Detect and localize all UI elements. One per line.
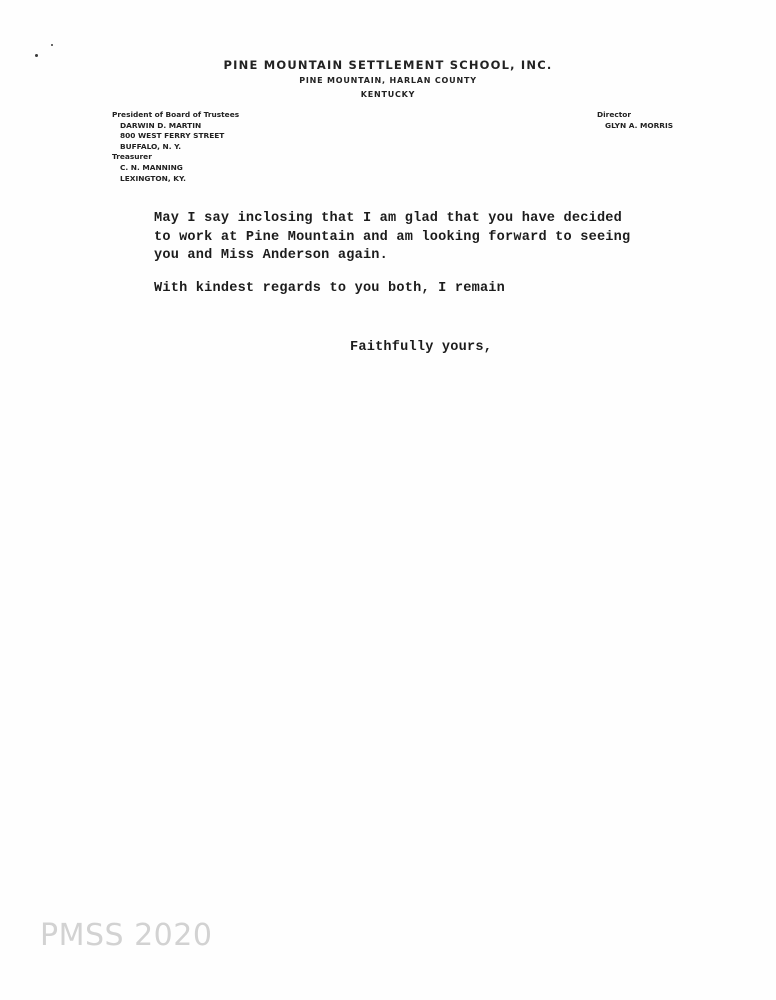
- organization-address: PINE MOUNTAIN, HARLAN COUNTY: [299, 76, 477, 85]
- organization-state: KENTUCKY: [360, 90, 416, 99]
- scan-speck: [51, 44, 53, 46]
- director-name: GLYN A. MORRIS: [605, 120, 674, 130]
- president-role: President of Board of Trustees: [112, 110, 240, 119]
- treasurer-city: LEXINGTON, KY.: [120, 173, 186, 183]
- officers-block: [112, 110, 239, 184]
- president-name: DARWIN D. MARTIN: [120, 120, 202, 130]
- president-street: 800 WEST FERRY STREET: [120, 131, 225, 141]
- director-role: Director: [597, 110, 631, 119]
- director-block: [597, 110, 673, 131]
- scan-speck: [35, 54, 38, 57]
- organization-name: PINE MOUNTAIN SETTLEMENT SCHOOL, INC.: [223, 58, 553, 72]
- president-city: BUFFALO, N. Y.: [120, 141, 182, 151]
- letter-body: [154, 210, 714, 312]
- letter-line: May I say inclosing that I am glad that you have decided: [154, 211, 623, 226]
- treasurer-name: C. N. MANNING: [120, 162, 183, 172]
- letter-line: to work at Pine Mountain and am looking forward to seeing: [154, 229, 631, 245]
- watermark: PMSS 2020: [40, 918, 213, 953]
- letter-closing: Faithfully yours,: [350, 340, 493, 355]
- letter-line: you and Miss Anderson again.: [154, 248, 389, 263]
- letter-paragraph: [154, 210, 714, 266]
- treasurer-role: Treasurer: [112, 152, 152, 162]
- letter-paragraph: With kindest regards to you both, I remain: [154, 280, 506, 296]
